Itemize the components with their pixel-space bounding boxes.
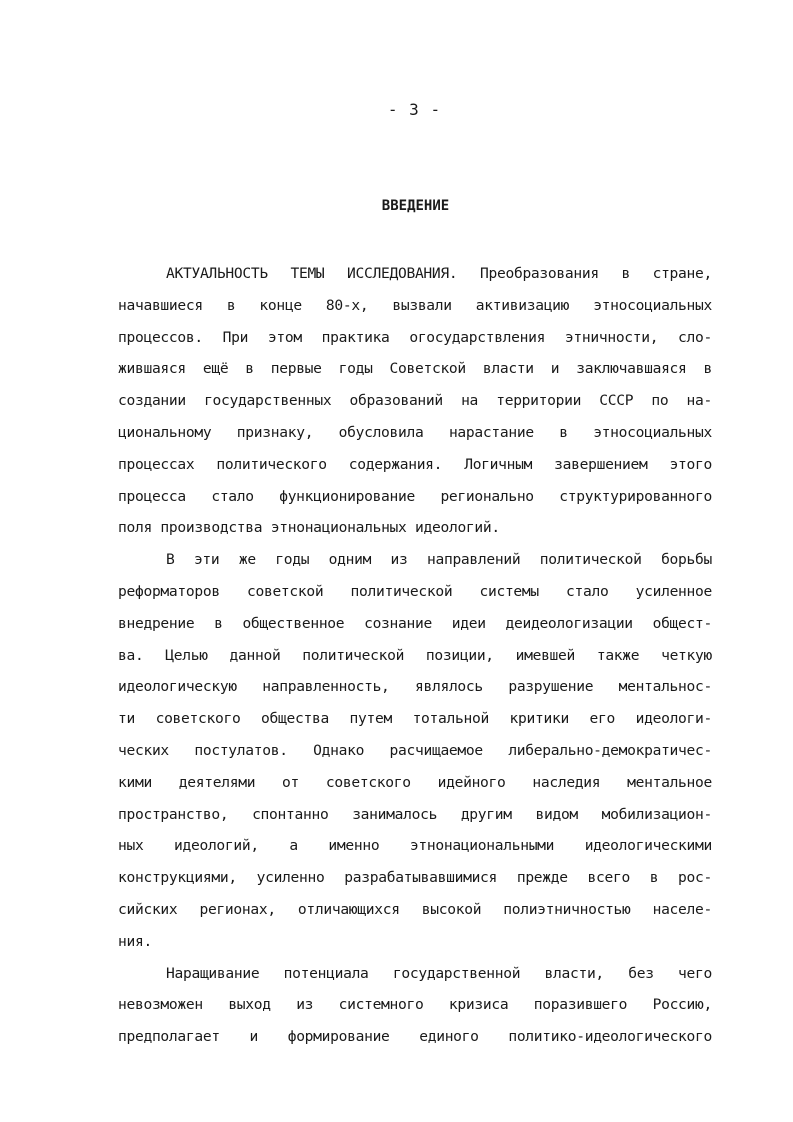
text-line: ных идеологий, а именно этнонациональными идеологическими [118, 837, 712, 855]
text-line: идеологическую направленность, являлось разрушение ментальнос- [118, 678, 712, 696]
text-line: циональному признаку, обусловила нарастание в этносоциальных [118, 423, 712, 441]
text-line: поля производства этнонациональных идеологий. [118, 519, 500, 537]
text-line: начавшиеся в конце 80-х, вызвали активизацию этносоциальных [118, 296, 712, 314]
text-line: предполагает и формирование единого политико-идеологического [118, 1028, 712, 1046]
text-line: процесса стало функционирование регионально структурированного [118, 487, 712, 505]
text-line: ти советского общества путем тотальной критики его идеологи- [118, 710, 712, 728]
text-line: процессах политического содержания. Логичным завершением этого [118, 455, 712, 473]
text-line: В эти же годы одним из направлений политической борьбы [166, 551, 712, 569]
text-line: Наращивание потенциала государственной власти, без чего [166, 964, 712, 982]
body-text [118, 258, 712, 1053]
text-line: пространство, спонтанно занималось другим видом мобилизацион- [118, 805, 712, 823]
text-line: создании государственных образований на территории СССР по на- [118, 392, 712, 410]
text-line: невозможен выход из системного кризиса поразившего Россию, [118, 996, 712, 1014]
section-title: ВВЕДЕНИЕ [381, 198, 450, 214]
text-line: жившаяся ещё в первые годы Советской власти и заключавшаяся в [118, 360, 712, 378]
text-line: сийских регионах, отличающихся высокой полиэтничностью населе- [118, 900, 712, 918]
page-number: - 3 - [387, 100, 442, 119]
text-line: внедрение в общественное сознание идеи деидеологизации общест- [118, 614, 712, 632]
text-line: ческих постулатов. Однако расчищаемое либерально-демократичес- [118, 741, 712, 759]
text-line: кими деятелями от советского идейного наследия ментальное [118, 773, 712, 791]
text-line: процессов. При этом практика огосударствления этничности, сло- [118, 328, 712, 346]
text-line: ния. [118, 932, 152, 950]
text-line: ва. Целью данной политической позиции, имевшей также четкую [118, 646, 712, 664]
text-line: АКТУАЛЬНОСТЬ ТЕМЫ ИССЛЕДОВАНИЯ. Преобразования в стране, [166, 265, 712, 282]
text-line: реформаторов советской политической системы стало усиленное [118, 582, 712, 600]
text-line: конструкциями, усиленно разрабатывавшимися прежде всего в рос- [118, 869, 712, 887]
